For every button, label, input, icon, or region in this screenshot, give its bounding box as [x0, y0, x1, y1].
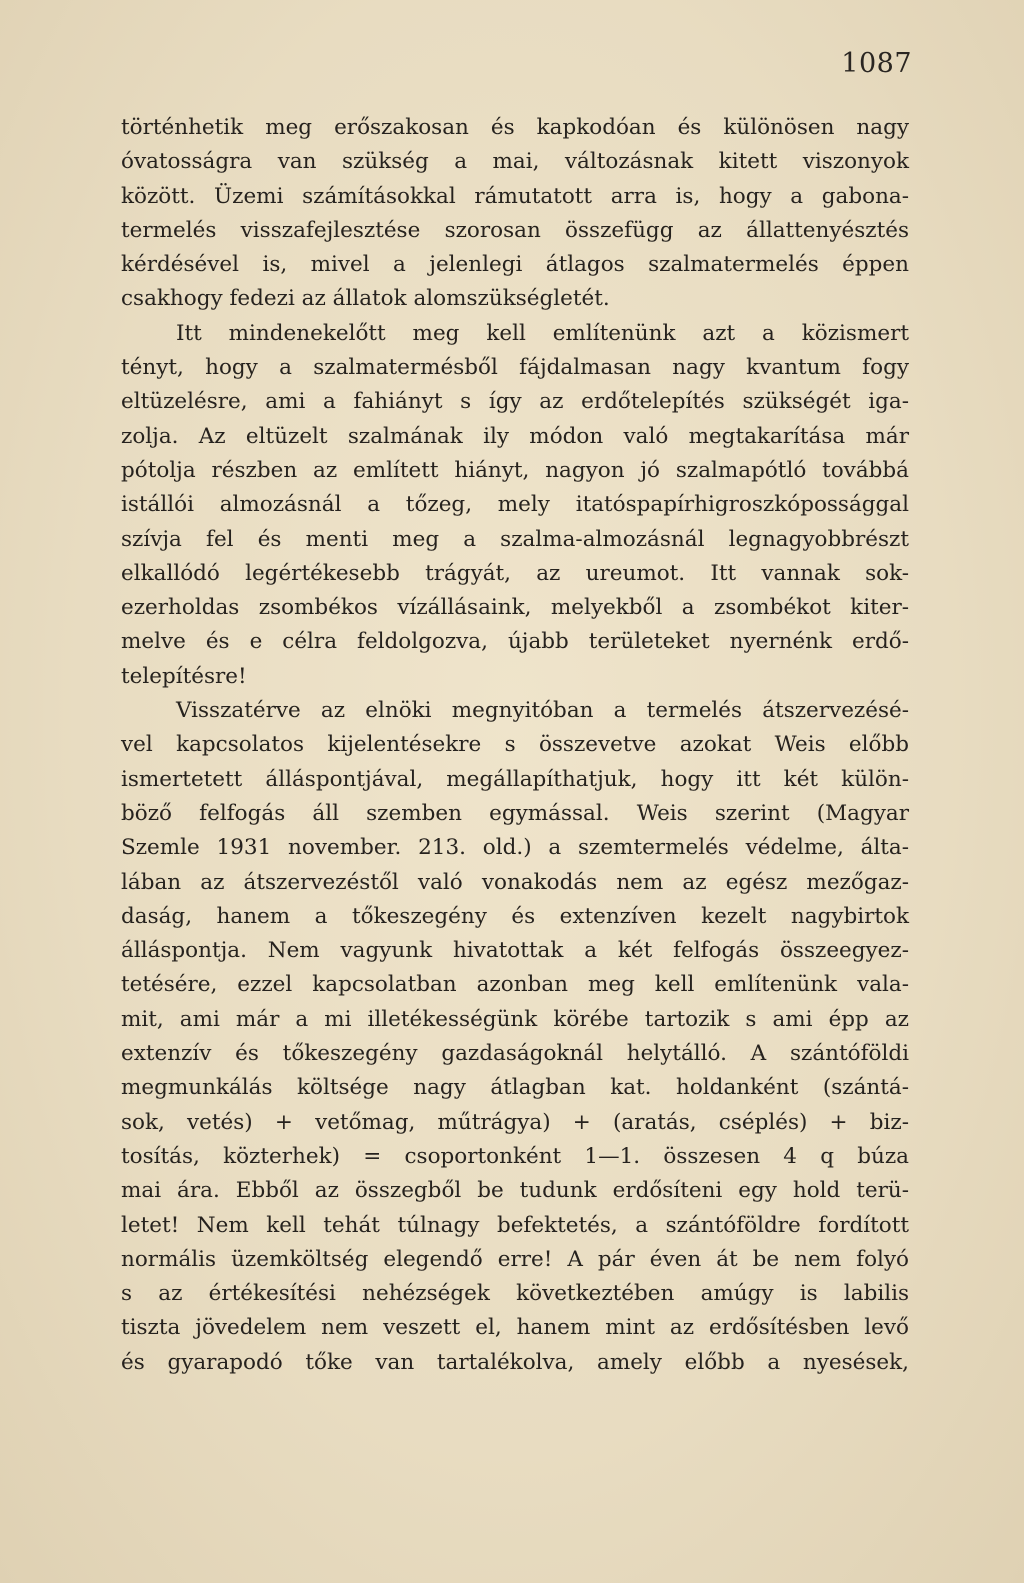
text-line: pótolja részben az említett hiányt, nagyon jó szalmapótló továbbá: [121, 457, 909, 483]
text-line: csakhogy fedezi az állatok alomszükségletét.: [121, 286, 610, 312]
text-line: extenzív és tőkeszegény gazdaságoknál helytálló. A szántóföldi: [121, 1041, 909, 1067]
text-line: zolja. Az eltüzelt szalmának ily módon való megtakarítása már: [121, 423, 909, 449]
text-line: kérdésével is, mivel a jelenlegi átlagos szalmatermelés éppen: [121, 252, 909, 278]
text-line: ismertetett álláspontjával, megállapíthatjuk, hogy itt két külön-: [121, 766, 909, 792]
text-line: álláspontja. Nem vagyunk hivatottak a két felfogás összeegyez-: [121, 938, 909, 964]
text-line: elkallódó legértékesebb trágyát, az ureumot. Itt vannak sok-: [121, 560, 909, 586]
text-line: melve és e célra feldolgozva, újabb területeket nyernénk erdő-: [121, 629, 909, 655]
text-line: daság, hanem a tőkeszegény és extenzíven kezelt nagybirtok: [121, 903, 909, 929]
text-line: történhetik meg erőszakosan és kapkodóan és különösen nagy: [121, 115, 909, 140]
text-line: Visszatérve az elnöki megnyitóban a termelés átszervezésé-: [176, 698, 909, 724]
paragraph: [121, 694, 909, 1380]
paragraph: [121, 317, 909, 694]
text-line: Itt mindenekelőtt meg kell említenünk azt a közismert: [176, 320, 909, 346]
page-number: 1087: [841, 48, 912, 79]
text-line: istállói almozásnál a tőzeg, mely itatóspapírhigroszkópossággal: [121, 492, 909, 518]
text-line: sok, vetés) + vetőmag, műtrágya) + (aratás, cséplés) + biz-: [121, 1109, 909, 1135]
paragraph: [121, 111, 909, 317]
text-line: s az értékesítési nehézségek következtében amúgy is labilis: [121, 1281, 909, 1307]
text-line: böző felfogás áll szemben egymással. Weis szerint (Magyar: [121, 800, 909, 826]
text-line: tényt, hogy a szalmatermésből fájdalmasan nagy kvantum fogy: [121, 355, 909, 381]
text-line: tetésére, ezzel kapcsolatban azonban meg kell említenünk vala-: [121, 972, 909, 998]
text-line: lában az átszervezéstől való vonakodás nem az egész mezőgaz-: [121, 869, 909, 895]
text-line: és gyarapodó tőke van tartalékolva, amely előbb a nyesések,: [121, 1349, 909, 1375]
text-line: mai ára. Ebből az összegből be tudunk erdősíteni egy hold terü-: [121, 1178, 909, 1204]
text-line: eltüzelésre, ami a fahiányt s így az erdőtelepítés szükségét iga-: [121, 389, 909, 415]
text-line: megmunkálás költsége nagy átlagban kat. holdanként (szántá-: [121, 1075, 909, 1101]
text-line: között. Üzemi számításokkal rámutatott arra is, hogy a gabona-: [121, 183, 909, 209]
text-line: vel kapcsolatos kijelentésekre s összevetve azokat Weis előbb: [121, 732, 909, 758]
text-line: tiszta jövedelem nem veszett el, hanem mint az erdősítésben levő: [121, 1315, 909, 1341]
text-line: termelés visszafejlesztése szorosan összefügg az állattenyésztés: [121, 217, 909, 243]
text-line: óvatosságra van szükség a mai, változásnak kitett viszonyok: [121, 149, 909, 175]
text-line: tosítás, közterhek) = csoportonként 1—1. összesen 4 q búza: [121, 1143, 909, 1169]
text-line: telepítésre!: [121, 663, 247, 689]
body-text: [121, 111, 909, 1380]
text-line: mit, ami már a mi illetékességünk körébe tartozik s ami épp az: [121, 1006, 909, 1032]
text-line: szívja fel és menti meg a szalma-almozásnál legnagyobbrészt: [121, 526, 909, 552]
text-line: ezerholdas zsombékos vízállásaink, melyekből a zsombékot kiter-: [121, 595, 909, 621]
text-line: normális üzemköltség elegendő erre! A pár éven át be nem folyó: [121, 1246, 909, 1272]
text-line: letet! Nem kell tehát túlnagy befektetés, a szántóföldre fordított: [121, 1212, 909, 1238]
text-line: Szemle 1931 november. 213. old.) a szemtermelés védelme, álta-: [121, 835, 909, 861]
